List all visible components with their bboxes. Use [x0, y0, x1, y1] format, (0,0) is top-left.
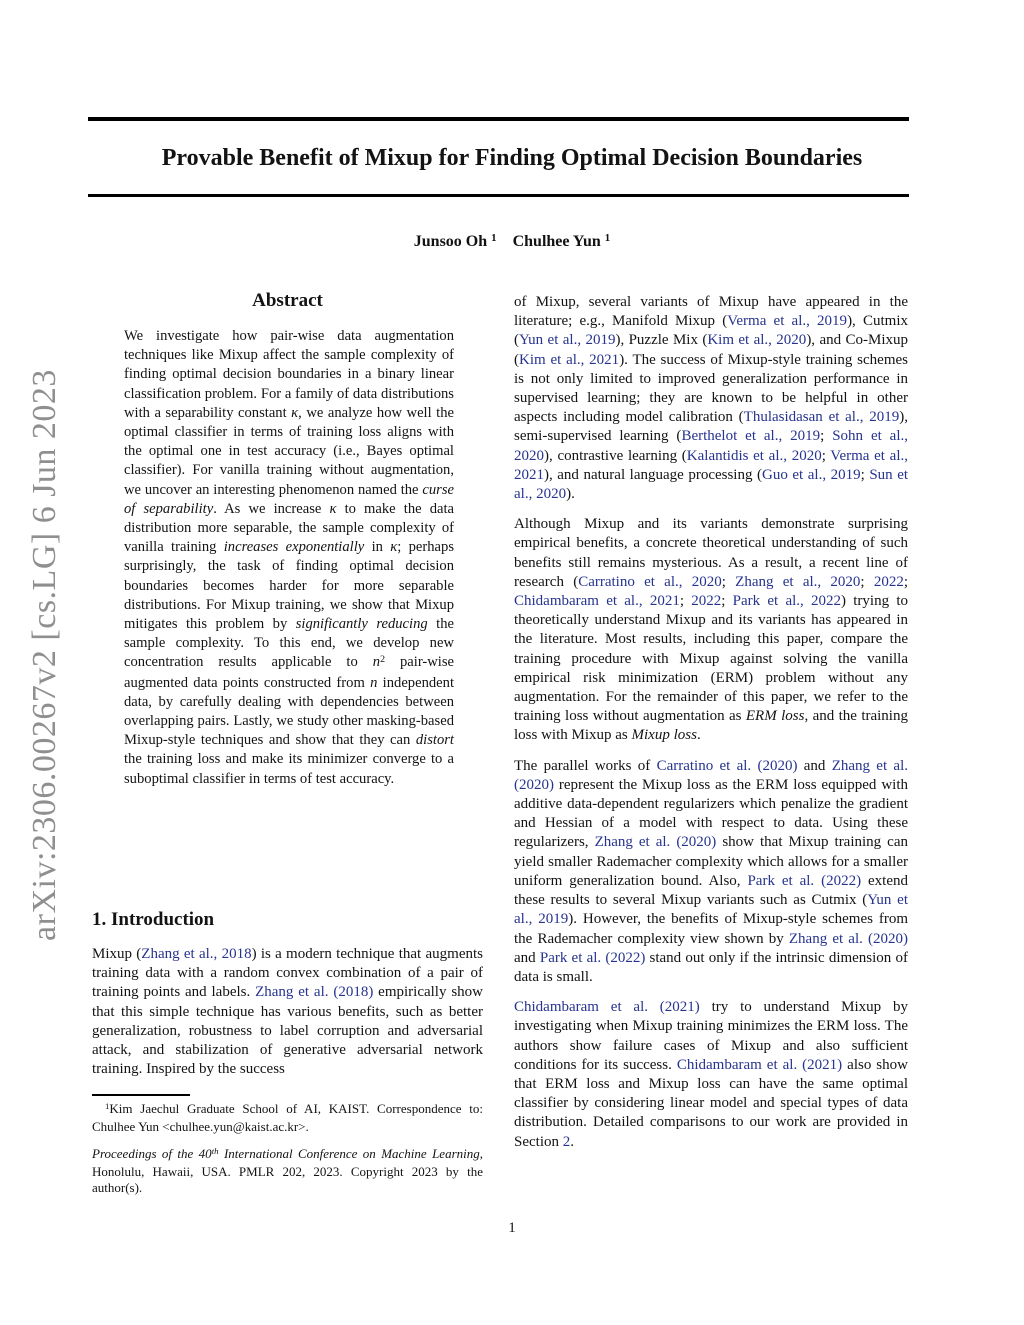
text-segment: ), and Co-Mixup ( [514, 332, 908, 368]
citation-link[interactable]: Zhang et al. (2018) [255, 984, 374, 1001]
text-segment: ; [821, 447, 831, 464]
text-segment: ), semi-supervised learning ( [514, 409, 908, 445]
text-segment: extend these results to several Mixup variants such as Cutmix ( [514, 872, 908, 909]
text-segment: independent data, by carefully dealing with dependencies between overlapping pairs. Lastly, we study other masking-based Mixup-style techniques and show that they can [124, 674, 454, 749]
text-segment: . As we increase [213, 500, 330, 517]
citation-link[interactable]: Park et al., 2022 [732, 593, 842, 610]
text-segment: Mixup ( [92, 946, 142, 962]
footnote-affiliation [92, 1101, 483, 1135]
text-segment: 1 [105, 1101, 110, 1112]
text-segment: Junsoo Oh [413, 233, 492, 250]
text-segment: ), Cutmix ( [514, 313, 908, 349]
text-segment: increases exponentially [223, 539, 365, 556]
intro-paragraph [92, 945, 483, 1079]
text-segment: Proceedings of the 40 [92, 1146, 212, 1161]
text-segment: ). However, the benefits of Mixup-style schemes from the Rademacher complexity view shown by [514, 911, 908, 947]
footnote-rule [92, 1094, 190, 1096]
text-segment [497, 233, 513, 250]
text-segment: Kim Jaechul Graduate School of AI, KAIST. Correspondence to: Chulhee Yun <chulhee.yun@kaist.ac.kr>. [92, 1101, 483, 1134]
text-segment: International Conference on Machine Learning [218, 1146, 480, 1161]
text-segment: 1 [604, 232, 611, 245]
column-right [514, 293, 908, 1163]
arxiv-watermark: arXiv:2306.00267v2 [cs.LG] 6 Jun 2023 [26, 369, 63, 941]
abstract-body [124, 327, 454, 789]
text-segment: κ [390, 539, 398, 556]
text-segment: th [211, 1146, 219, 1157]
text-segment: n [372, 654, 381, 671]
citation-link[interactable]: Chidambaram et al. (2021) [514, 999, 700, 1016]
citation-link[interactable]: Guo et al., 2019 [762, 466, 861, 483]
text-segment: ; [679, 593, 692, 610]
title-rule-bottom [88, 194, 909, 197]
text-segment: curse of separability [124, 481, 454, 517]
citation-link[interactable]: Park et al. (2022) [747, 872, 862, 889]
citation-link[interactable]: Kim et al., 2020 [707, 332, 807, 349]
text-segment: show that Mixup training can yield smaller Rademacher complexity which allows for a smaller uniform generalization bound. Also, [514, 834, 909, 889]
text-segment: Although Mixup and its variants demonstrate surprising empirical benefits, a concrete theoretical understanding of such benefits still remains mysterious. As a result, a recent line of research ( [514, 516, 908, 590]
text-segment: ; [721, 573, 736, 590]
text-segment: κ [291, 404, 299, 421]
citation-link[interactable]: Sun et al., 2020 [514, 466, 909, 503]
text-segment: the sample complexity. To this end, we develop new concentration results applicable to [124, 616, 454, 671]
text-segment: We investigate how pair-wise data augmentation techniques like Mixup affect the sample complexity of finding optimal decision boundaries in a binary linear classification problem. For a family of data distributions with a separability constant [124, 328, 454, 421]
citation-link[interactable]: Carratino et al. (2020) [656, 757, 798, 774]
text-segment: and [514, 949, 540, 966]
text-segment: κ [329, 500, 337, 517]
text-segment: Chulhee Yun [512, 233, 605, 250]
citation-link[interactable]: Zhang et al. (2020) [788, 930, 908, 947]
citation-link[interactable]: Chidambaram et al. (2021) [676, 1056, 843, 1073]
text-segment: The parallel works of [514, 757, 657, 774]
text-segment: 1 [491, 232, 497, 245]
text-segment: ; [820, 428, 833, 445]
citation-link[interactable]: Berthelot et al., 2019 [681, 428, 821, 445]
right-paragraph-1 [514, 293, 908, 504]
text-segment: of Mixup, several variants of Mixup have appeared in the literature; e.g., Manifold Mixup ( [514, 294, 908, 330]
text-segment: ). The success of Mixup-style training schemes is not only limited to improved generalization performance in supervised learning; they are known to be helpful in other aspects including model calibration ( [514, 351, 908, 426]
text-segment: significantly reducing [295, 616, 428, 633]
citation-link[interactable]: Carratino et al., 2020 [578, 573, 722, 590]
text-segment: ), contrastive learning ( [544, 447, 687, 464]
text-segment: ; perhaps surprisingly, the task of finding optimal decision boundaries becomes harder for more separable distributions. For Mixup training, we show that Mixup mitigates this problem by [124, 539, 455, 633]
text-segment: , we analyze how well the optimal classifier in terms of training loss aligns with the optimal one in test accuracy (i.e., Bayes optimal classifier). For vanilla training without augmentation, we uncover an interesting phenomenon named the [124, 404, 454, 498]
paper-title: Provable Benefit of Mixup for Finding Optimal Decision Boundaries [161, 145, 863, 171]
text-segment: ), Puzzle Mix ( [615, 332, 708, 349]
authors-line [0, 233, 1024, 251]
text-segment: represent the Mixup loss as the ERM loss equipped with additive data-dependent regularizers which penalize the gradient and Hessian of a model with respect to data. Using these regularizers, [514, 776, 908, 851]
text-segment: ), and natural language processing ( [544, 466, 763, 483]
citation-link[interactable]: Zhang et al. (2020) [594, 834, 717, 851]
citation-link[interactable]: 2022 [691, 593, 722, 610]
text-segment: distort [415, 732, 454, 749]
text-segment: ERM loss [745, 708, 805, 725]
text-segment: Mixup loss [631, 727, 697, 744]
text-segment: the training loss and make its minimizer converge to a suboptimal classifier in terms of test accuracy. [124, 751, 454, 787]
text-segment: . [570, 1133, 574, 1150]
text-segment: pair-wise augmented data points constructed from [124, 654, 455, 691]
right-paragraph-4 [514, 998, 908, 1152]
citation-link[interactable]: Sohn et al., 2020 [514, 428, 909, 464]
citation-link[interactable]: Yun et al., 2019 [514, 892, 908, 928]
text-segment: also show that ERM loss and Mixup loss can have the same optimal classifier by considering linear model and special types of data distribution. Detailed comparisons to our work are provided in Section [514, 1056, 908, 1150]
text-segment: , and the training loss with Mixup as [514, 708, 908, 744]
abstract-heading: Abstract [252, 290, 323, 311]
citation-link[interactable]: Yun et al., 2019 [519, 332, 616, 349]
text-segment: ) trying to theoretically understand Mixup and its variants has appeared in the literature. Most results, including this paper, compare the training procedure with Mixup against solving the vanilla empirical risk minimization (ERM) problem without any augmentation. For the remainder of this paper, we refer to the training loss without augmentation as [514, 593, 908, 725]
text-segment: to make the data distribution more separable, the sample complexity of vanilla training [124, 500, 454, 556]
citation-link[interactable]: Verma et al., 2021 [514, 447, 908, 483]
right-paragraph-2 [514, 515, 908, 745]
citation-link[interactable]: Kalantidis et al., 2020 [686, 447, 822, 464]
citation-link[interactable]: Zhang et al. (2020) [514, 757, 908, 793]
text-segment: , Honolulu, Hawaii, USA. PMLR 202, 2023. Copyright 2023 by the author(s). [92, 1146, 483, 1195]
citation-link[interactable]: 2 [562, 1133, 571, 1150]
citation-link[interactable]: Kim et al., 2021 [519, 351, 620, 368]
citation-link[interactable]: Zhang et al., 2018 [141, 946, 252, 962]
citation-link[interactable]: Park et al. (2022) [539, 949, 646, 966]
title-rule-top [88, 117, 909, 121]
right-paragraph-3 [514, 757, 908, 987]
footnote-proceedings [92, 1146, 483, 1195]
page-number: 1 [508, 1220, 516, 1236]
text-segment: . [696, 727, 701, 744]
text-segment: ). [566, 486, 575, 503]
citation-link[interactable]: Zhang et al., 2020 [735, 573, 861, 590]
text-segment: ; [860, 573, 874, 590]
text-segment: ; [903, 573, 908, 590]
text-segment: ; [721, 593, 733, 610]
citation-link[interactable]: Chidambaram et al., 2021 [514, 593, 680, 610]
section-heading-introduction: 1. Introduction [92, 909, 215, 930]
text-segment: n [370, 674, 378, 691]
text-segment: stand out only if the intrinsic dimension of data is small. [514, 949, 908, 985]
text-segment: try to understand Mixup by investigating when Mixup training minimizes the ERM loss. The authors show failure cases of Mixup and also sufficient conditions for its success. [514, 999, 908, 1073]
text-segment: and [797, 757, 832, 774]
citation-link[interactable]: Thulasidasan et al., 2019 [743, 409, 900, 426]
text-segment: empirically show that this simple technique has various benefits, such as better generalization, robustness to label corruption and adversarial attack, and stabilization of generative adversarial network training. Inspired by the success [92, 984, 483, 1078]
text-segment: in [364, 539, 391, 556]
citation-link[interactable]: Verma et al., 2019 [727, 313, 848, 330]
text-segment: ) is a modern technique that augments training data with a random convex combination of a pair of training points and labels. [92, 946, 483, 1001]
text-segment: 2 [380, 654, 386, 665]
citation-link[interactable]: 2022 [873, 573, 904, 590]
text-segment: ; [860, 466, 870, 483]
